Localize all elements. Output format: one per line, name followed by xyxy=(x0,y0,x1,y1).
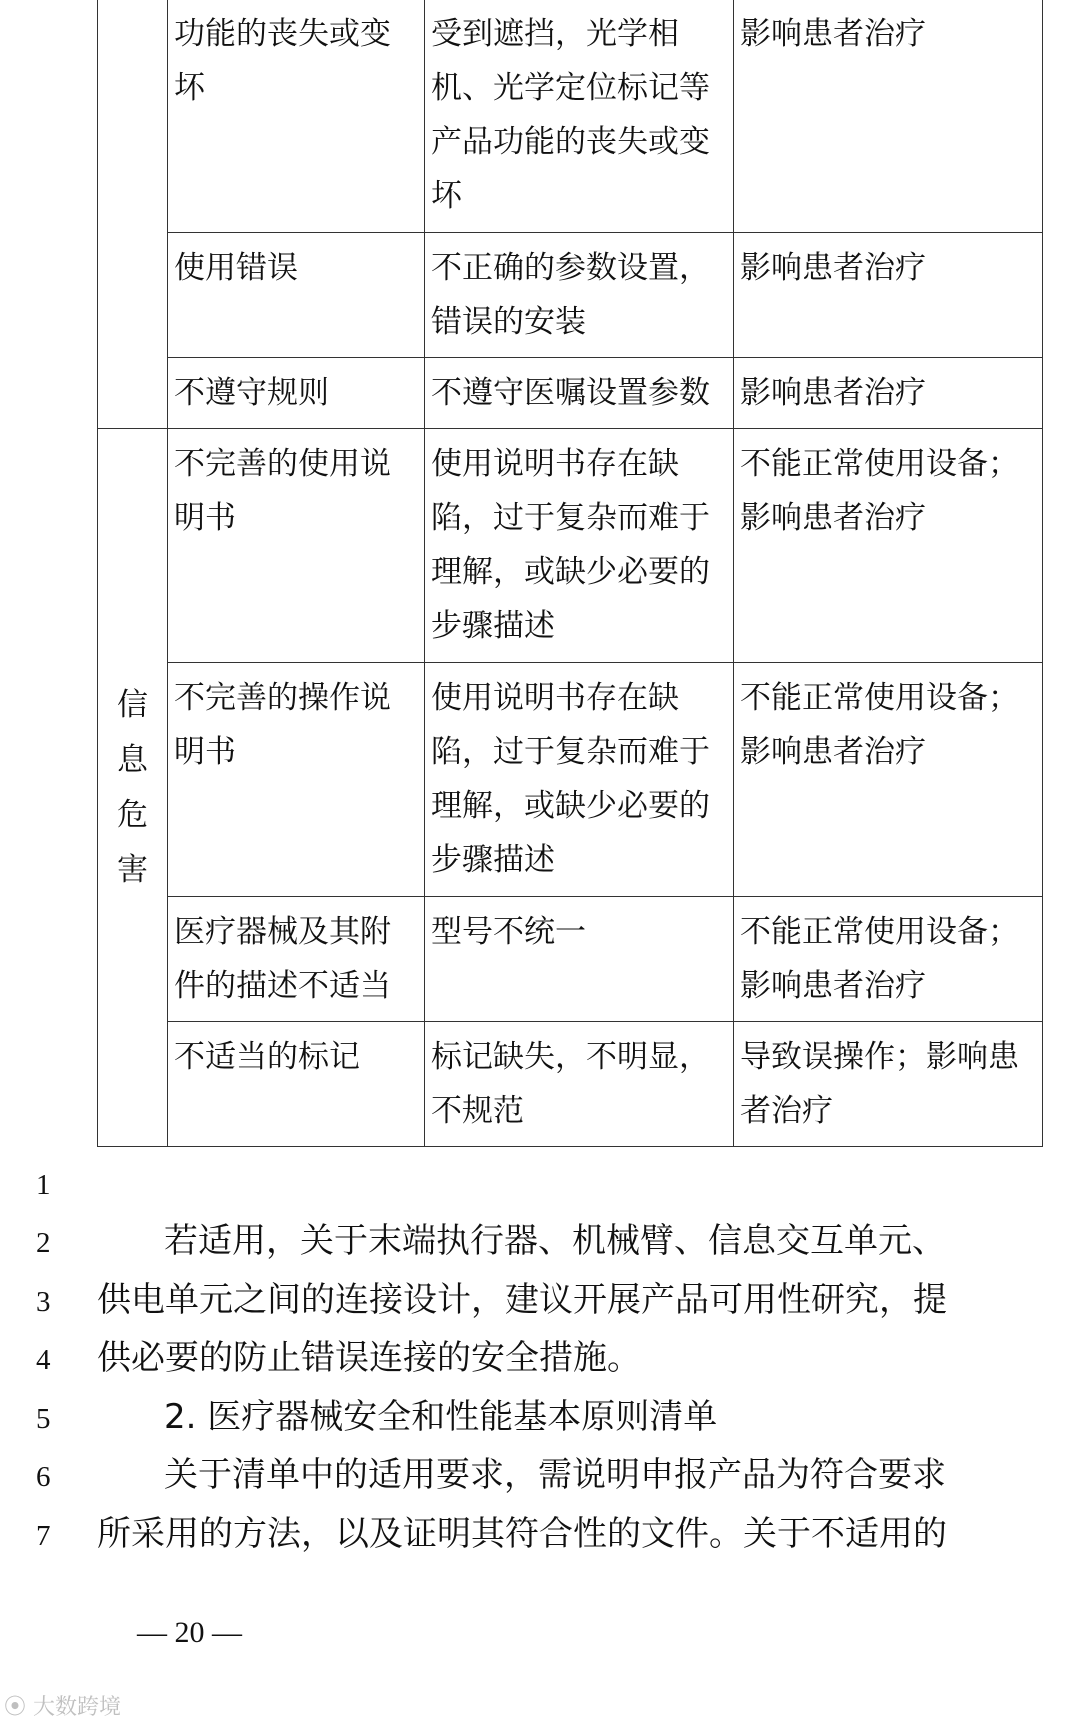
watermark-logo-icon: ⦿ xyxy=(4,1695,27,1720)
line-number: 1 xyxy=(36,1169,51,1201)
table-row xyxy=(98,429,1043,663)
line-number: 4 xyxy=(36,1344,51,1376)
effect-cell: 不能正常使用设备；影响患者治疗 xyxy=(734,663,1043,897)
effect-cell: 影响患者治疗 xyxy=(734,0,1043,233)
table-row xyxy=(98,663,1043,897)
body-text-line: 所采用的方法，以及证明其符合性的文件。关于不适用的 xyxy=(97,1514,947,1554)
watermark-text: 大数跨境 xyxy=(33,1695,122,1720)
effect-cell: 不能正常使用设备；影响患者治疗 xyxy=(734,897,1043,1022)
cause-cell: 不正确的参数设置，错误的安装 xyxy=(425,233,734,358)
cause-cell: 使用说明书存在缺陷，过于复杂而难于理解，或缺少必要的步骤描述 xyxy=(425,663,734,897)
table-row xyxy=(98,358,1043,429)
hazard-cell: 医疗器械及其附件的描述不适当 xyxy=(168,897,425,1022)
effect-cell: 影响患者治疗 xyxy=(734,233,1043,358)
table-row xyxy=(98,0,1043,233)
body-text-line: 供必要的防止错误连接的安全措施。 xyxy=(97,1338,641,1378)
line-number: 6 xyxy=(36,1461,51,1493)
cause-cell: 型号不统一 xyxy=(425,897,734,1022)
category-label: 信息危害 xyxy=(117,686,148,888)
hazard-cell: 不完善的操作说明书 xyxy=(168,663,425,897)
hazard-cell: 功能的丧失或变坏 xyxy=(168,0,425,233)
hazard-cell: 不完善的使用说明书 xyxy=(168,429,425,663)
risk-table xyxy=(97,0,1043,1147)
cause-cell: 使用说明书存在缺陷，过于复杂而难于理解，或缺少必要的步骤描述 xyxy=(425,429,734,663)
line-number: 5 xyxy=(36,1403,51,1435)
effect-cell: 影响患者治疗 xyxy=(734,358,1043,429)
hazard-cell: 不适当的标记 xyxy=(168,1022,425,1147)
page-number: — 20 — xyxy=(137,1616,242,1649)
cause-cell: 标记缺失，不明显，不规范 xyxy=(425,1022,734,1147)
hazard-cell: 使用错误 xyxy=(168,233,425,358)
body-text-line: 若适用，关于末端执行器、机械臂、信息交互单元、 xyxy=(164,1221,946,1261)
body-text-line: 关于清单中的适用要求，需说明申报产品为符合要求 xyxy=(164,1455,946,1495)
table-row xyxy=(98,897,1043,1022)
body-text-line: 供电单元之间的连接设计，建议开展产品可用性研究，提 xyxy=(97,1280,947,1320)
table-row xyxy=(98,233,1043,358)
effect-cell: 不能正常使用设备；影响患者治疗 xyxy=(734,429,1043,663)
line-number: 3 xyxy=(36,1286,51,1318)
cause-cell: 不遵守医嘱设置参数 xyxy=(425,358,734,429)
category-cell xyxy=(98,0,168,429)
section-heading: 2. 医疗器械安全和性能基本原则清单 xyxy=(164,1397,718,1437)
line-number: 7 xyxy=(36,1520,51,1552)
category-cell xyxy=(98,429,168,1147)
effect-cell: 导致误操作；影响患者治疗 xyxy=(734,1022,1043,1147)
hazard-cell: 不遵守规则 xyxy=(168,358,425,429)
line-number: 2 xyxy=(36,1227,51,1259)
watermark xyxy=(4,1690,121,1721)
table-row xyxy=(98,1022,1043,1147)
cause-cell: 受到遮挡，光学相机、光学定位标记等产品功能的丧失或变坏 xyxy=(425,0,734,233)
